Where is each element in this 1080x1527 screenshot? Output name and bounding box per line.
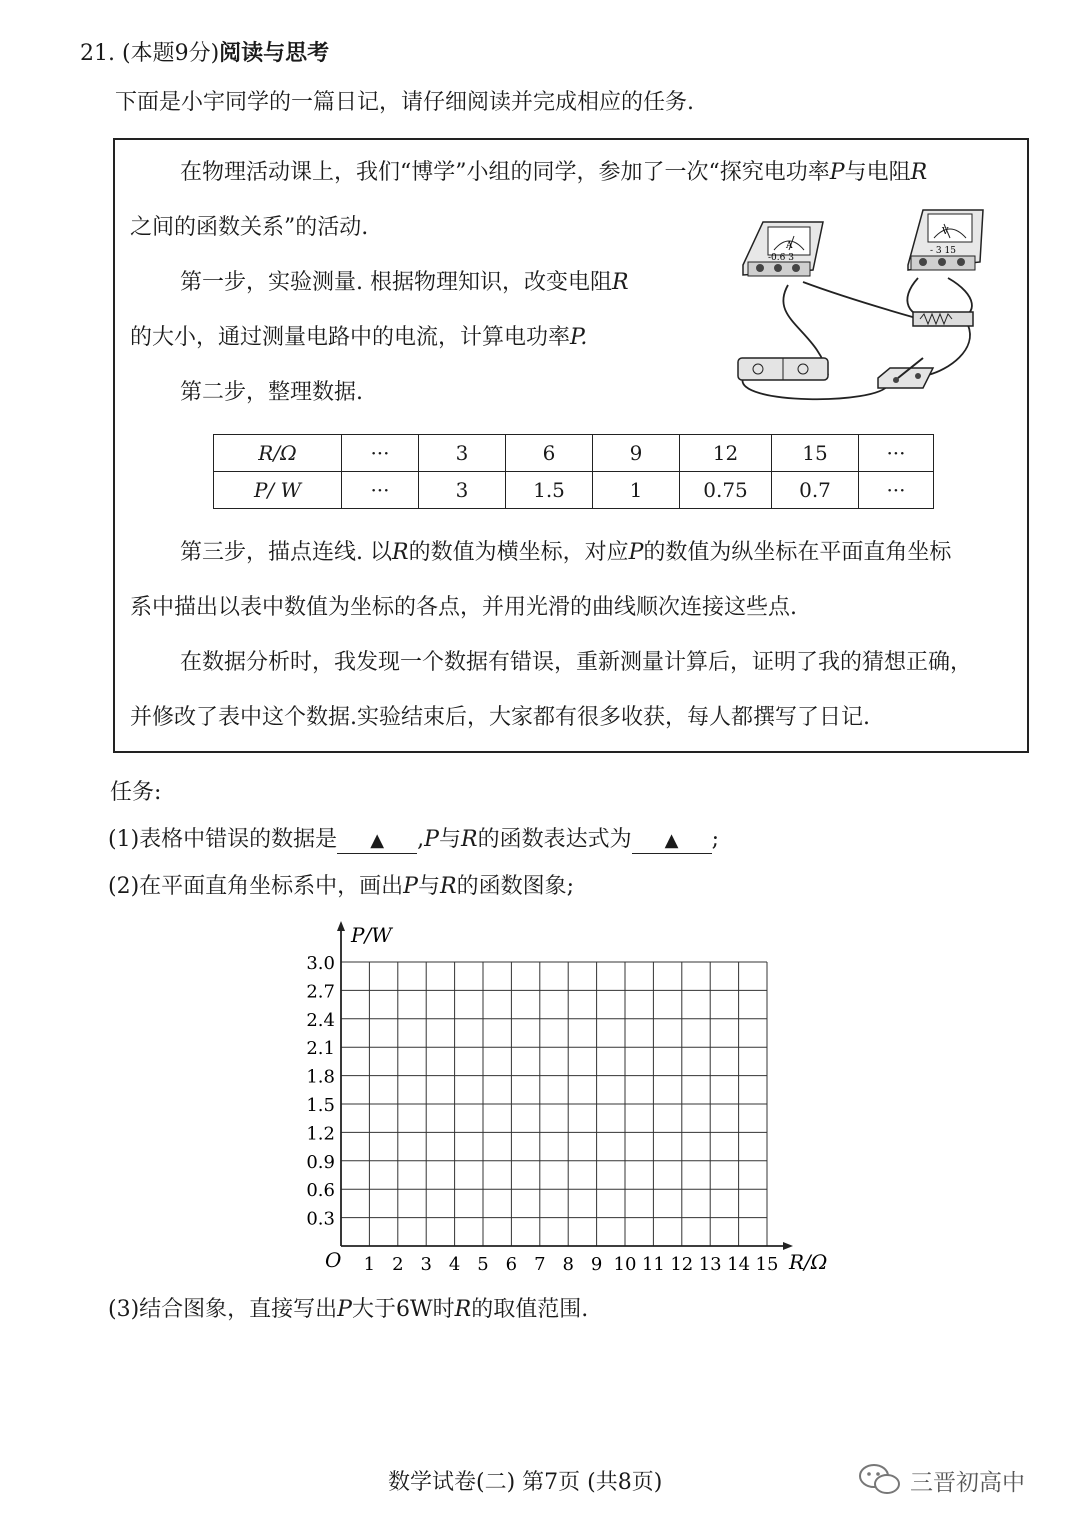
var-p: P (829, 160, 845, 185)
question-title: 阅读与思考 (219, 40, 330, 66)
diary-paragraph-1-line-1 (180, 158, 927, 188)
tasks-header: 任务: (110, 780, 162, 805)
diary-step-3-line-1 (180, 538, 951, 568)
diary-step-1-line-2 (130, 323, 587, 353)
y-tick-labels (306, 953, 335, 1230)
x-tick-label: 10 (613, 1254, 637, 1275)
voltmeter-symbol: V (942, 227, 949, 237)
x-tick-label: 4 (448, 1254, 461, 1275)
diary-text: 第一步，实验测量. 根据物理知识，改变电阻 (180, 270, 612, 295)
diary-text: 的数值为纵坐标在平面直角坐标 (643, 540, 952, 565)
y-axis-arrow (337, 921, 345, 931)
grid-lines (341, 962, 767, 1246)
var-r: R (454, 1297, 472, 1322)
data-table (213, 434, 934, 509)
ammeter-scale: -0.6 3 (768, 253, 794, 263)
x-tick-label: 7 (534, 1254, 546, 1275)
task-text: , (417, 827, 425, 852)
table-cell: 15 (772, 435, 859, 472)
task-text: (3)结合图象，直接写出 (108, 1297, 338, 1322)
diary-text: 在物理活动课上，我们“博学”小组的同学，参加了一次“探究电功率 (180, 160, 830, 185)
var-p: P (403, 874, 418, 899)
wire (743, 378, 888, 399)
task-text: 的函数图象; (456, 874, 574, 899)
y-tick-label: 2.7 (306, 981, 335, 1003)
question-header (80, 38, 329, 69)
var-p: P (628, 540, 644, 565)
wire (803, 282, 916, 318)
var-r: R (461, 827, 478, 852)
y-axis-label: P/W (351, 923, 392, 947)
voltmeter (908, 210, 983, 270)
y-tick-label: 2.4 (306, 1009, 335, 1031)
y-tick-label: 3.0 (306, 953, 335, 974)
diary-text: 第三步，描点连线. 以 (180, 540, 392, 565)
chat-bubble-icon (858, 1462, 902, 1498)
var-p: P (337, 1297, 352, 1322)
task-text: 与 (417, 874, 440, 899)
y-tick-label: 0.9 (306, 1151, 335, 1173)
var-r: R (440, 874, 457, 899)
task-3 (108, 1295, 588, 1325)
coordinate-grid (295, 915, 840, 1280)
ammeter-symbol: A (786, 241, 793, 251)
task-text: 的函数表达式为 (477, 827, 632, 852)
x-tick-label: 15 (755, 1254, 779, 1275)
answer-blank-2[interactable]: ▲ (632, 829, 712, 854)
x-tick-label: 5 (477, 1254, 489, 1275)
diary-text: 的大小，通过测量电路中的电流，计算电功率 (130, 325, 571, 350)
y-tick-label: 1.2 (306, 1123, 335, 1145)
x-tick-label: 12 (670, 1254, 694, 1275)
table-cell: ··· (342, 435, 419, 472)
x-tick-label: 3 (420, 1254, 432, 1275)
var-p: P (424, 827, 439, 852)
x-tick-label: 6 (505, 1254, 518, 1275)
ammeter (743, 222, 823, 276)
voltmeter-scale: - 3 15 (930, 246, 956, 256)
x-tick-labels (364, 1254, 779, 1275)
task-2 (108, 872, 574, 902)
table-cell: ··· (342, 472, 419, 509)
table-cell: 0.75 (680, 472, 772, 509)
table-cell: ··· (859, 472, 934, 509)
task-text: 大于6W时 (351, 1297, 455, 1322)
table-row-p (214, 472, 934, 509)
question-intro: 下面是小宇同学的一篇日记，请仔细阅读并完成相应的任务. (115, 90, 694, 115)
y-tick-label: 1.5 (306, 1095, 335, 1116)
var-r: R (612, 270, 629, 295)
circuit-illustration (728, 200, 998, 410)
answer-blank-1[interactable]: ▲ (337, 829, 417, 854)
x-tick-label: 1 (363, 1254, 376, 1275)
var-p: P. (570, 325, 588, 350)
question-score: (本题9分) (122, 41, 220, 66)
table-cell: 0.7 (772, 472, 859, 509)
table-cell: 3 (419, 435, 506, 472)
table-cell: ··· (859, 435, 934, 472)
question-number: 21. (80, 41, 115, 66)
task-text: (2)在平面直角坐标系中，画出 (108, 874, 404, 899)
wire (928, 325, 970, 375)
watermark (858, 1462, 1025, 1498)
resistor (913, 312, 973, 326)
battery (738, 358, 828, 380)
task-text: 的取值范围. (471, 1297, 589, 1322)
x-tick-label: 9 (590, 1254, 603, 1275)
diary-step-2: 第二步，整理数据. (180, 380, 363, 405)
x-tick-label: 13 (698, 1254, 722, 1275)
table-cell: 6 (506, 435, 593, 472)
diary-analysis-line-2: 并修改了表中这个数据.实验结束后，大家都有很多收获，每人都撰写了日记. (130, 705, 870, 730)
diary-text: 与电阻 (844, 160, 911, 185)
watermark-text: 三晋初高中 (910, 1469, 1025, 1496)
table-cell: 3 (419, 472, 506, 509)
switch (878, 358, 933, 388)
x-axis-label: R/Ω (789, 1250, 828, 1274)
origin-label: O (325, 1248, 342, 1272)
table-cell: 9 (593, 435, 680, 472)
x-tick-label: 2 (392, 1254, 404, 1275)
table-cell: 1 (593, 472, 680, 509)
y-tick-label: 0.6 (306, 1180, 335, 1202)
diary-paragraph-1-line-2: 之间的函数关系”的活动. (130, 215, 369, 240)
task-text: ; (711, 827, 720, 852)
table-cell: P/ W (214, 472, 342, 509)
table-cell: 1.5 (506, 472, 593, 509)
page-footer: 数学试卷(二) 第7页 (共8页) (388, 1470, 663, 1495)
var-r: R (910, 160, 928, 185)
var-r: R (392, 540, 409, 565)
x-tick-label: 8 (562, 1254, 574, 1275)
x-tick-label: 14 (727, 1254, 751, 1275)
y-tick-label: 0.3 (306, 1208, 335, 1230)
task-text: (1)表格中错误的数据是 (108, 827, 338, 852)
x-tick-label: 11 (641, 1254, 665, 1275)
task-1 (108, 825, 719, 855)
diary-analysis-line-1: 在数据分析时，我发现一个数据有错误，重新测量计算后，证明了我的猜想正确， (180, 650, 973, 675)
y-tick-label: 2.1 (306, 1038, 335, 1060)
table-cell: R/Ω (214, 435, 342, 472)
task-text: 与 (438, 827, 461, 852)
diary-text: 的数值为横坐标，对应 (408, 540, 629, 565)
table-row-r (214, 435, 934, 472)
table-cell: 12 (680, 435, 772, 472)
diary-step-1-line-1 (180, 268, 629, 298)
diary-step-3-line-2: 系中描出以表中数值为坐标的各点，并用光滑的曲线顺次连接这些点. (130, 595, 797, 620)
x-axis-arrow (783, 1242, 793, 1250)
y-tick-label: 1.8 (306, 1066, 335, 1088)
